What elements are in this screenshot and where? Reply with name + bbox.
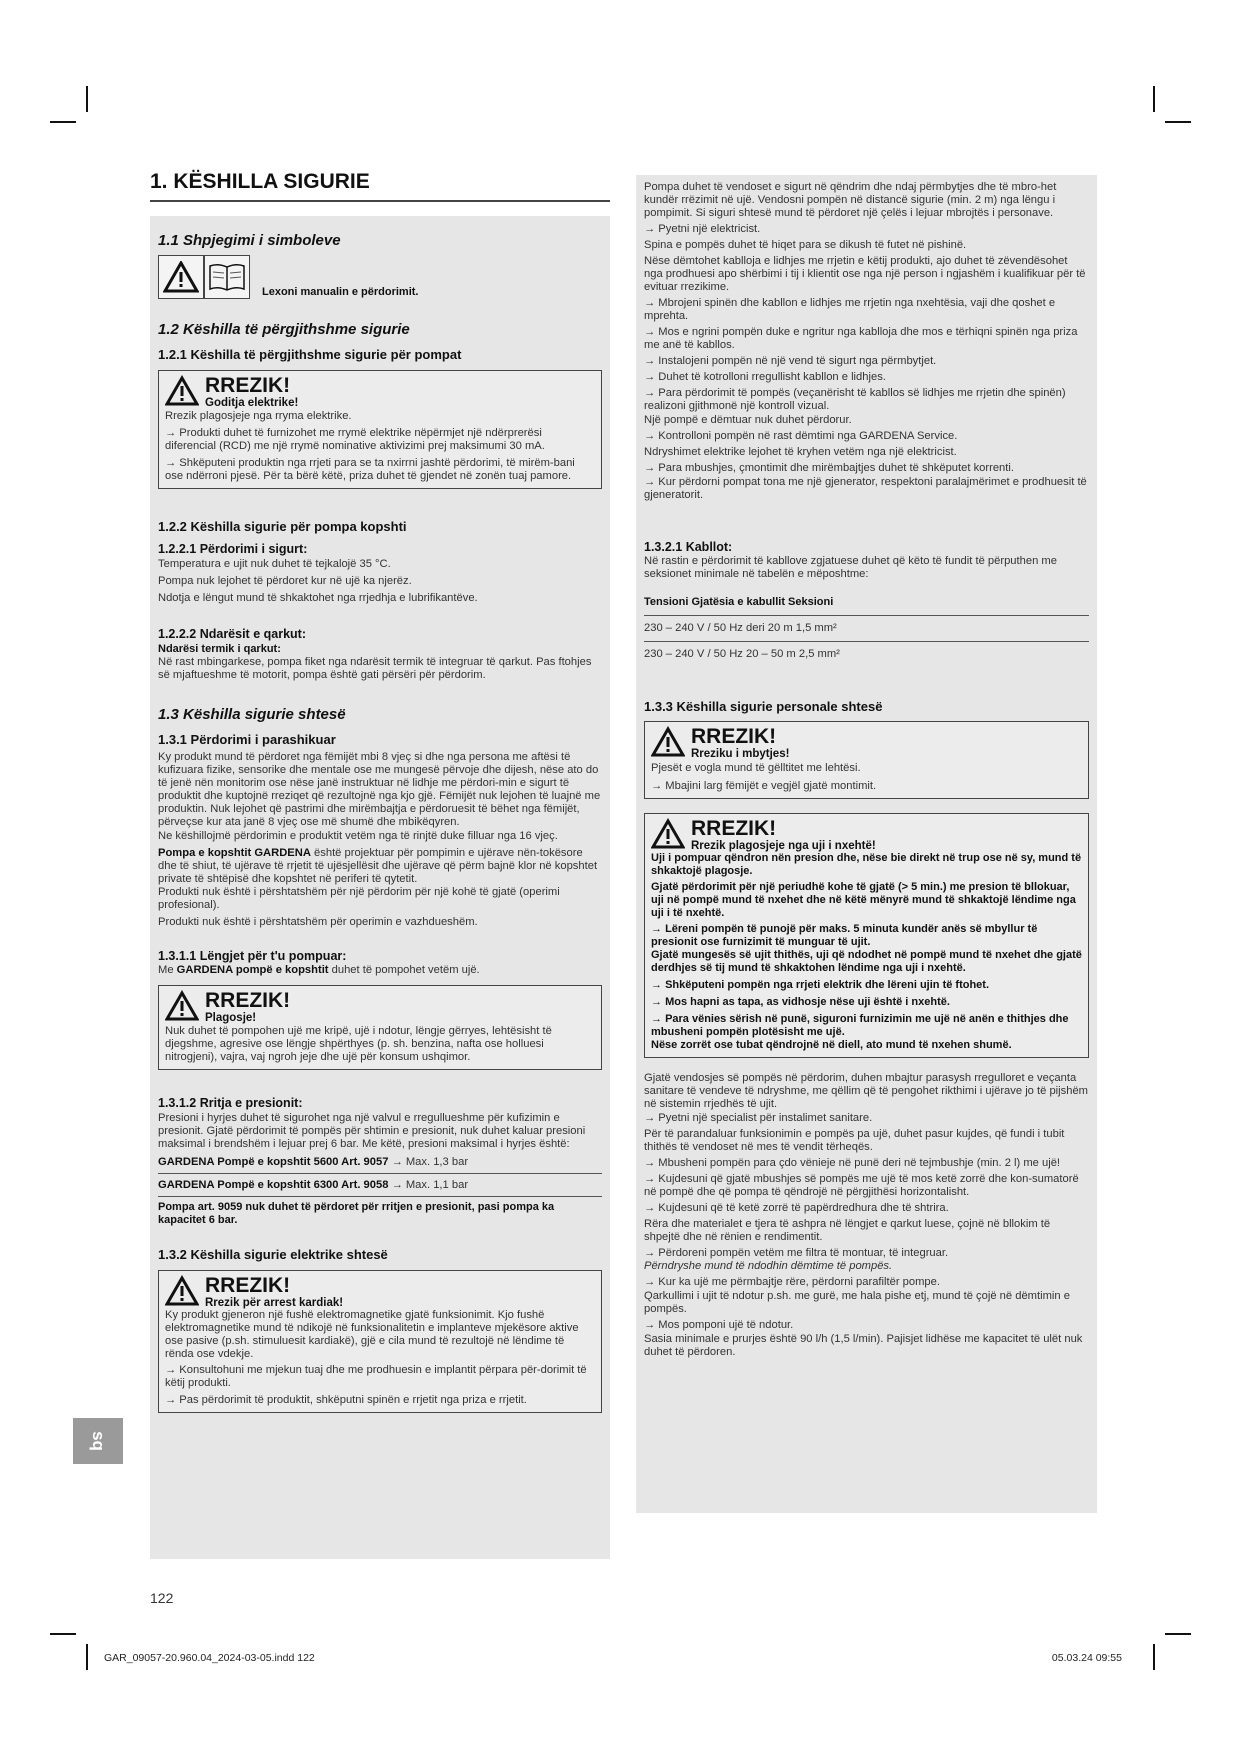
text-line: Për të parandaluar funksionimin e pompës pa ujë, duhet pasur kujdes, që fundi i tubit thithës të vendoset në mes të vendit tërheqës. [644,1128,1065,1153]
warning-text: Gjatë mungesës së ujit thithës, uji që ndodhet në pompë mund të nxehet dhe gjatë derdhjes së tij mund të shkaktohen lëndime nga uji i nxehtë. [651,949,1082,974]
warning-subtitle: Goditja elektrike! [205,397,299,409]
crop-mark [1165,121,1191,123]
subheading: Ndarësi termik i qarkut: [158,643,281,655]
right-bottom-block [644,1072,1089,1359]
right-top-block [644,181,1089,502]
text-paragraph [158,964,602,977]
section-1-3-1-2-title: 1.3.1.2 Rritja e presionit: [158,1096,303,1110]
right-column [636,175,1097,1513]
cable-table-row: 230 – 240 V / 50 Hz deri 20 m 1,5 mm² [644,622,837,634]
text-line: Rëra dhe materialet e tjera të ashpra në lëngjet e qarkut luese, çojnë në bllokim të shpejtë dhe në rënien e rendimentit. [644,1218,1051,1243]
warning-title: RREZIK! [205,374,291,397]
warning-text: Gjatë përdorimit për një periudhë kohe të gjatë (> 5 min.) me presion të bllokuar, uji në pompë mund të nxehet dhe në këtë mënyrë mund të shkaktojë lëndime nga uji i të nxehtë. [651,881,1076,919]
title-rule [150,200,610,202]
text-paragraph: Presioni i hyrjes duhet të sigurohet nga një valvul e rregullueshme për kufizimin e presionit. Gjatë përdorimit të pompës për shtimin e presionit, nuk duhet kaluar presioni maksimal i brendshëm i lejuar prej 6 bar. Me këtë, presioni maksimal i hyrjes është: [158,1112,586,1150]
text-span: Me [158,964,177,976]
section-1-2-2-2-title: 1.2.2.2 Ndarësit e qarkut: [158,627,306,641]
text-line: Sasia minimale e prurjes është 90 l/h (1,5 l/min). Pajisjet lidhëse me kapacitet të ulët nuk duhet të përdoren. [644,1333,1083,1358]
warning-box-injury [158,985,602,1070]
pressure-row [158,1179,602,1192]
crop-mark [50,1633,76,1635]
bullet-line: → Kur përdorni pompat tona me një gjenerator, respektoni paralajmërimet e prodhuesit të gjeneratorit. [644,476,1089,502]
warning-text: Nëse zorrët ose tubat qëndrojnë në diell, ato mund të nxehen shumë. [651,1039,1012,1051]
symbol-row [158,255,602,299]
crop-mark [86,86,88,112]
warning-text: Ky produkt gjeneron një fushë elektromagnetike gjatë funksionimit. Kjo fushë elektromagnetike mund të ndikojë në funksionalitetin e implanteve mjekësore aktive ose pasive (p.sh. stimuluesit kardiakë), gjë e cila mund të rezultojë në lëndime të rënda ose vdekje. [165,1309,579,1360]
warning-bullet: → Shkëputeni pompën nga rrjeti elektrik dhe lëreni ujin të ftohet. [651,979,1082,992]
crop-mark [50,121,76,123]
text-line: Ndotja e lëngut mund të shkaktohet nga rrjedhja e lubrifikantëve. [158,592,478,604]
footer-timestamp: 05.03.24 09:55 [1051,1652,1122,1664]
cable-table-row: 230 – 240 V / 50 Hz 20 – 50 m 2,5 mm² [644,648,840,660]
text-line: Temperatura e ujit nuk duhet të tejkalojë 35 °C. [158,558,391,570]
warning-icon [165,375,199,407]
warning-bullet: → Shkëputeni produktin nga rrjeti para se ta nxirrni jashtë përdorimi, të mirëm-bani ose ndërroni pjesë. Për ta bërë këtë, priza duhet të gjendet në zonën tuaj pamore. [165,457,595,483]
bullet-line: → Pyetni një specialist për instalimet sanitare. [644,1112,1089,1125]
warning-subtitle: Rrezik plagosjeje nga uji i nxehtë! [691,840,876,852]
bullet-line: → Para përdorimit të pompës (veçanërisht të kabllos së lidhjes me rrjetin dhe spinën) realizoni gjithmonë një kontroll vizual. [644,387,1089,413]
bullet-line: → Duhet të kotrolloni rregullisht kabllon e lidhjes. [644,371,1089,384]
crop-mark [1153,1644,1155,1670]
bullet-line: → Pyetni një elektricist. [644,223,1089,236]
text-line: Pompa duhet të vendoset e sigurt në qëndrim dhe ndaj përmbytjes dhe të mbro-het kundër rrëzimit në ujë. Vendosni pompën në distancë sigurie (min. 2 m) nga lëngu i pompimit. Si siguri shtesë mund të përdoret një çelës i lejuar mbrojtës i personave. [644,181,1057,219]
bullet-line: → Instalojeni pompën në një vend të sigurt nga përmbytjet. [644,355,1089,368]
section-1-3-title: 1.3 Këshilla sigurie shtesë [158,706,346,723]
warning-text: Pjesët e vogla mund të gëlltitet me lehtësi. [651,762,861,774]
bullet-line: → Kur ka ujë me përmbajtje rëre, përdorni parafiltër pompe. [644,1276,1089,1289]
text-span: duhet të pompohet vetëm ujë. [328,964,480,976]
section-1-3-1-title: 1.3.1 Përdorimi i parashikuar [158,732,336,747]
bullet-line: → Para mbushjes, çmontimit dhe mirëmbajtjes duhet të shkëputet korrenti. [644,462,1089,475]
bold-text: GARDENA Pompë e kopshtit 6300 Art. 9058 [158,1179,389,1191]
language-tab [73,1418,123,1464]
text-line: Pompa nuk lejohet të përdoret kur në ujë ka njerëz. [158,575,412,587]
bullet-line: → Mos e ngrini pompën duke e ngritur nga kablloja dhe mos e tërhiqni spinën nga priza me anë të kabllos. [644,326,1089,352]
warning-box-hot-water [644,813,1089,1058]
table-rule [644,641,1089,642]
cable-table-header: Tensioni Gjatësia e kabullit Seksioni [644,596,834,608]
warning-subtitle: Rrezik për arrest kardiak! [205,1297,344,1309]
text-span: është projektuar për pompimin e ujërave nën-tokësore dhe të shiut, të ujërave të rrjetit të ujësjellësit dhe ujërave që përm bajnë klor në kopshtet private të shtëpisë dhe kopshtet në periferi të qytetit. [158,847,598,885]
section-1-3-1-1-title: 1.3.1.1 Lëngjet për t'u pompuar: [158,949,347,963]
text-paragraph: Në rastin e përdorimit të kabllove zgjatuese duhet që këto të fundit të përputhen me seksionet minimale në tabelën e mëposhtme: [644,555,1057,580]
bullet-line: → Kujdesuni që gjatë mbushjes së pompës me ujë të mos ketë zorrë dhe kon-sumatorë në pompë dhe që pompa të qëndrojë në përgjithësi horizontalisht. [644,1173,1089,1199]
text-paragraph: Produkti nuk është i përshtatshëm për operimin e vazhdueshëm. [158,916,478,928]
table-rule [644,615,1089,616]
warning-bullet: → Para vënies sërish në punë, siguroni furnizimin me ujë në anën e thithjes dhe mbusheni pompën plotësisht me ujë. [651,1013,1082,1039]
section-1-2-title: 1.2 Këshilla të përgjithshme sigurie [158,321,410,338]
pressure-value: → Max. 1,3 bar [391,1156,469,1168]
warning-icon [651,818,685,850]
book-icon [204,255,250,299]
pressure-row [158,1156,602,1169]
crop-mark [86,1644,88,1670]
warning-icon [158,255,204,299]
bullet-line: → Përdoreni pompën vetëm me filtra të montuar, të integruar. [644,1247,1089,1260]
table-rule [158,1196,602,1197]
pressure-note: Pompa art. 9059 nuk duhet të përdoret për rritjen e presionit, pasi pompa ka kapacitet 6 bar. [158,1201,555,1226]
text-line: Gjatë vendosjes së pompës në përdorim, duhen mbajtur parasysh rregulloret e veçanta sanitare të vendeve të ndryshme, me qëllim që të pengohet rikthimi i ujërave jo të pijshëm në sistemin rrjedhës të ujit. [644,1072,1088,1110]
section-1-2-1-title: 1.2.1 Këshilla të përgjithshme sigurie për pompat [158,347,462,362]
warning-subtitle: Rreziku i mbytjes! [691,748,790,760]
bullet-line: → Mos pomponi ujë të ndotur. [644,1319,1089,1332]
warning-title: RREZIK! [691,725,777,748]
warning-bullet: → Mbajini larg fëmijët e vegjël gjatë montimit. [651,780,1082,793]
section-1-1-title: 1.1 Shpjegimi i simboleve [158,232,341,249]
language-code: sq [89,1431,108,1451]
warning-bullet: → Lëreni pompën të punojë për maks. 5 minuta kundër anës së mbyllur të presionit ose furnizimit të munguar të ujit. [651,923,1082,949]
pressure-value: → Max. 1,1 bar [391,1179,469,1191]
warning-icon [165,990,199,1022]
section-1-2-2-title: 1.2.2 Këshilla sigurie për pompa kopshti [158,519,407,534]
warning-title: RREZIK! [205,1274,291,1297]
bold-text: GARDENA pompë e kopshtit [176,964,329,976]
warning-bullet: → Mos hapni as tapa, as vidhosje nëse uji është i nxehtë. [651,996,1082,1009]
bullet-line: → Mbrojeni spinën dhe kabllon e lidhjes me rrjetin nga nxehtësia, vaji dhe qoshet e mprehta. [644,297,1089,323]
text-line: Përndryshe mund të ndodhin dëmtime të pompës. [644,1260,893,1272]
section-1-3-2-title: 1.3.2 Këshilla sigurie elektrike shtesë [158,1247,388,1262]
warning-text: Nuk duhet të pompohen ujë me kripë, ujë i ndotur, lëngje gërryes, lehtësisht të djegshme, agresive ose lëngje shpërthyes (p. sh. benzina, nafta ose holluesi nitrogjeni), vajra, vaj ngroh jeje dhe ujë për konsum ushqimor. [165,1025,552,1063]
warning-icon [651,726,685,758]
symbol-label: Lexoni manualin e përdorimit. [262,286,419,298]
text-line: Nëse dëmtohet kablloja e lidhjes me rrjetin e këtij produkti, ajo duhet të zëvendësohet nga prodhuesi apo shërbimi i tij i klientit ose nga një person i ngjashëm i kualifikuar për të evituar rrezikime. [644,255,1086,293]
text-line: Ndryshimet elektrike lejohet të kryhen vetëm nga një elektricist. [644,446,957,458]
text-line: Një pompë e dëmtuar nuk duhet përdorur. [644,414,852,426]
section-1-3-3-title: 1.3.3 Këshilla sigurie personale shtesë [644,699,883,714]
bold-text: Pompa e kopshtit GARDENA [158,847,311,859]
section-1-2-2-1-title: 1.2.2.1 Përdorimi i sigurt: [158,542,308,556]
warning-box-cardiac [158,1270,602,1413]
crop-mark [1165,1633,1191,1635]
warning-bullet: → Produkti duhet të furnizohet me rrymë elektrike nëpërmjet një ndërprerësi diferencial (RCD) me një rrymë nominative aktivizimi prej maksimumi 30 mA. [165,427,595,453]
bullet-line: → Kontrolloni pompën në rast dëmtimi nga GARDENA Service. [644,430,1089,443]
text-paragraph: Ky produkt mund të përdoret nga fëmijët mbi 8 vjeç si dhe nga persona me aftësi të kufizuara fizike, sensorike dhe mentale ose me mungesë përvoje dhe dijesh, nëse ato do të jenë nën monitorim ose nëse janë instruktuar në lidhje me përdori-min e sigurt të produktit dhe kuptojnë rreziqet që rezultojnë nga kjo gjë. Fëmijët nuk lejohen të luajnë me produktin. Nuk lejohet që pastrimi dhe mirëmbajtja e përdoruesit të bëhet nga fëmijët, përveçse kur ata janë 8 vjeç ose më shumë dhe mbikëqyren. [158,751,601,828]
text-paragraph: Ne këshillojmë përdorimin e produktit vetëm nga të rinjtë duke filluar nga 16 vjeç. [158,830,558,842]
crop-mark [1153,86,1155,112]
text-paragraph: Në rast mbingarkese, pompa fiket nga ndarësit termik të integruar të qarkut. Pas ftohjes së mjaftueshme të motorit, pompa është gati përsëri për përdorim. [158,656,592,681]
page-number: 122 [150,1590,174,1606]
left-column [150,216,610,1559]
warning-subtitle: Plagosje! [205,1012,257,1024]
warning-text: Rrezik plagosjeje nga rryma elektrike. [165,410,352,422]
warning-bullet: → Pas përdorimit të produktit, shkëputni spinën e rrjetit nga priza e rrjetit. [165,1394,595,1407]
warning-text: Uji i pompuar qëndron nën presion dhe, nëse bie direkt në trup ose në sy, mund të shkaktojë plagosje. [651,852,1082,877]
section-1-3-2-1-title: 1.3.2.1 Kabllot: [644,540,733,554]
text-paragraph [158,847,602,886]
page-title: 1. KËSHILLA SIGURIE [150,170,370,193]
warning-icon [165,1275,199,1307]
text-line: Spina e pompës duhet të hiqet para se dikush të futet në pishinë. [644,239,967,251]
text-line: Qarkullimi i ujit të ndotur p.sh. me gurë, me hala pishe etj, mund të çojë në dëmtimin e pompës. [644,1290,1070,1315]
warning-title: RREZIK! [205,989,291,1012]
warning-box-choking [644,721,1089,799]
bullet-line: → Mbusheni pompën para çdo vënieje në punë deri në tejmbushje (min. 2 l) me ujë! [644,1157,1089,1170]
bold-text: GARDENA Pompë e kopshtit 5600 Art. 9057 [158,1156,389,1168]
warning-title: RREZIK! [691,817,777,840]
table-rule [158,1173,602,1174]
warning-bullet: → Konsultohuni me mjekun tuaj dhe me prodhuesin e implantit përpara për-dorimit të këtij produkti. [165,1364,595,1390]
bullet-line: → Kujdesuni që të ketë zorrë të papërdredhura dhe të shtrira. [644,1202,1089,1215]
warning-box-electric [158,370,602,489]
text-paragraph: Produkti nuk është i përshtatshëm për një përdorim për një kohë të gjatë (operimi profesional). [158,886,560,911]
footer-filename: GAR_09057-20.960.04_2024-03-05.indd 122 [104,1652,315,1664]
